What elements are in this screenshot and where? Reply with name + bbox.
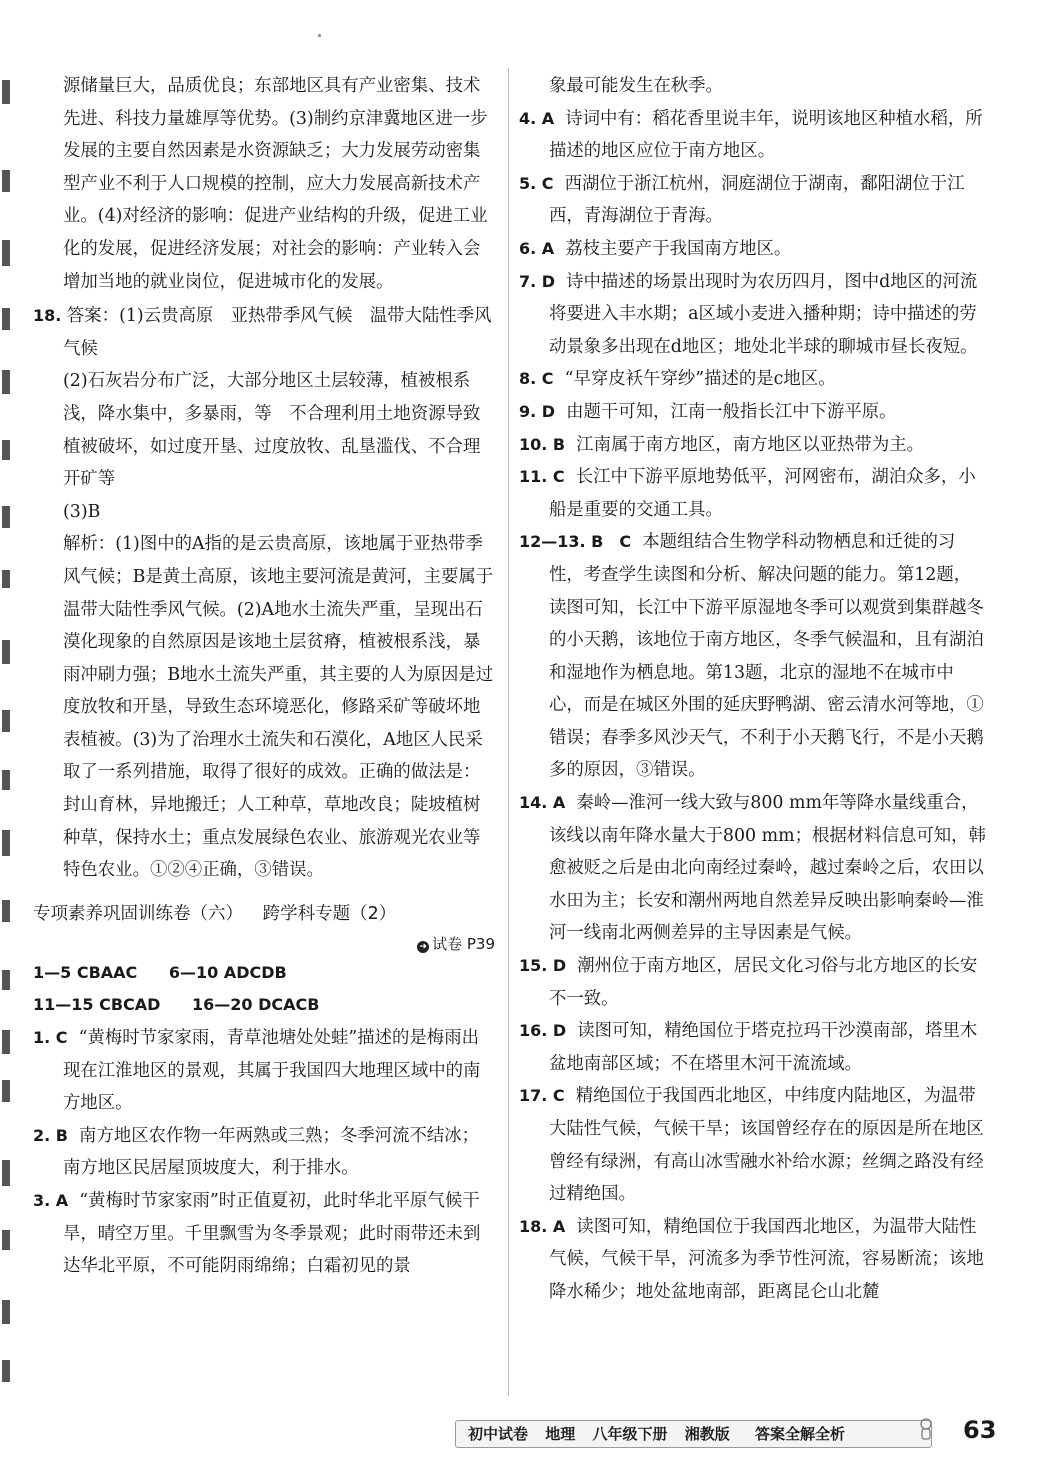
q18-analysis-label: 解析： [63, 534, 116, 555]
q18-answer-line3: (3)B [63, 501, 101, 522]
answer-number: 5. C [519, 173, 554, 193]
page-footer [455, 1412, 995, 1448]
answer-number: 3. A [33, 1191, 69, 1210]
answer-item [519, 1015, 987, 1080]
answer-item [519, 526, 987, 787]
quick-answers-row-2 [33, 989, 495, 1022]
page-number: 63 [963, 1416, 997, 1444]
answer-text: 长江中下游平原地势低平，河网密布，湖泊众多，小船是重要的交通工具。 [549, 467, 976, 520]
section-title-sub: 跨学科专题（2） [262, 903, 397, 924]
column-divider [508, 68, 509, 1396]
answer-text: “黄梅时节家家雨，青草池塘处处蛙”描述的是梅雨出现在江淮地区的景观，其属于我国四大地理区域中的南方地区。 [63, 1028, 481, 1114]
answer-number: 14. A [519, 793, 566, 813]
scan-mark [318, 34, 321, 37]
answer-text: 精绝国位于我国西北地区，中纬度内陆地区，为温带大陆性气候，气候干旱；该国曾经存在的原因是所在地区曾经有绿洲，有高山冰雪融水补给水源；丝绸之路没有经过精绝国。 [549, 1086, 984, 1205]
quick-answers-6-10: 6—10 ADCDB [168, 962, 287, 982]
q18-answer-line2: (2)石灰岩分布广泛，大部分地区土层较薄，植被根系浅，降水集中，多暴雨，等 不合理利用土地资源导致植被破坏，如过度开垦、过度放牧、乱垦滥伐、不合理开矿等 [63, 371, 481, 490]
q18-answer-line1: (1)云贵高原 亚热带季风气候 温带大陆性季风气候 [63, 306, 492, 359]
answer-number: 9. D [519, 401, 556, 421]
arrow-right-icon: ➜ [417, 941, 429, 953]
quick-answers-11-15: 11—15 CBCAD [33, 995, 161, 1015]
footer-edition: 湘教版 [684, 1425, 730, 1443]
quick-answers-row-1 [33, 957, 495, 990]
answer-item [519, 168, 987, 233]
q18-answer [33, 300, 495, 887]
answer-item [519, 461, 987, 526]
answer-text: 本题组结合生物学科动物栖息和迁徙的习性，考查学生读图和分析、解决问题的能力。第12题，读图可知，长江中下游平原湿地冬季可以观赏到集群越冬的小天鹅，该地位于南方地区，冬季气候温和，且有湖泊和湿地作为栖息地。第13题，北京的湿地不在城市中心，而是在城区外围的延庆野鸭湖、密云清水河等地，①错误；春季多风沙天气，不利于小天鹅飞行，不是小天鹅多的原因，③错误。 [549, 532, 984, 781]
section-title-main: 专项素养巩固训练卷（六） [33, 903, 243, 924]
answer-item [519, 233, 987, 266]
quick-answers-16-20: 16—20 DCACB [192, 995, 320, 1015]
answer-item [33, 1022, 495, 1120]
mascot-icon [917, 1416, 935, 1442]
answer-number: 11. C [519, 467, 565, 487]
answer-item [519, 103, 987, 168]
answer-number: 4. A [519, 108, 555, 128]
answer-text: 荔枝主要产于我国南方地区。 [565, 238, 792, 259]
q18-number: 18. [33, 306, 62, 326]
answer-item [519, 396, 987, 429]
answer-number: 8. C [519, 369, 554, 389]
margin-bleed-strip [0, 70, 14, 1400]
answer-text: 诗词中有：稻花香里说丰年，说明该地区种植水稻，所描述的地区应位于南方地区。 [549, 108, 983, 162]
answer-item [519, 363, 987, 396]
footer-label: 答案全解全析 [755, 1425, 846, 1443]
answer-text: 读图可知，精绝国位于塔克拉玛干沙漠南部，塔里木盆地南部区域；不在塔里木河干流流域。 [549, 1021, 978, 1074]
answer-text: “早穿皮袄午穿纱”描述的是c地区。 [564, 369, 836, 390]
answer-item [33, 1120, 495, 1185]
answer-number: 1. C [33, 1028, 68, 1048]
answer-item [519, 266, 987, 364]
answer-item [519, 787, 987, 950]
left-column [33, 70, 495, 1283]
answer-text: 南方地区农作物一年两熟或三熟；冬季河流不结冰；南方地区民居屋顶坡度大，利于排水。 [63, 1125, 480, 1179]
answer-text: 由题干可知，江南一般指长江中下游平原。 [566, 401, 897, 422]
answer-number: 12—13. B C [519, 532, 632, 552]
answer-number: 16. D [519, 1021, 567, 1041]
section-title [33, 897, 495, 931]
footer-series: 初中试卷 [468, 1425, 529, 1443]
right-column [519, 70, 987, 1309]
paper-reference-text: 试卷 P39 [432, 934, 495, 953]
answer-item [33, 1185, 495, 1283]
answer-text: 秦岭—淮河一线大致与800 mm年等降水量线重合，该线以南年降水量大于800 mm；根据材料信息可知，韩愈被贬之后是由北向南经过秦岭，越过秦岭之后，农田以水田为主；长安和潮州两地自然差异反映出影响秦岭—淮河一线南北两侧差异的主导因素是气候。 [549, 793, 986, 944]
footer-grade: 八年级下册 [592, 1425, 668, 1443]
answer-number: 6. A [519, 238, 555, 258]
q3-continuation: 象最可能发生在秋季。 [549, 76, 723, 96]
answer-text: 读图可知，精绝国位于我国西北地区，为温带大陆性气候，气候干旱，河流多为季节性河流，容易断流；该地降水稀少；地处盆地南部，距离昆仑山北麓 [549, 1216, 984, 1302]
answer-item [519, 1211, 987, 1309]
footer-subject: 地理 [545, 1425, 576, 1443]
answer-number: 18. A [519, 1216, 566, 1236]
paper-reference [33, 931, 495, 957]
answer-number: 17. C [519, 1086, 565, 1106]
answer-text: 江南属于南方地区，南方地区以亚热带为主。 [576, 434, 924, 455]
answer-number: 10. B [519, 434, 566, 454]
footer-banner [455, 1420, 932, 1448]
quick-answers-1-5: 1—5 CBAAC [33, 962, 138, 982]
q18-analysis: (1)图中的A指的是云贵高原，该地属于亚热带季风气候；B是黄土高原，该地主要河流是黄河，主要属于温带大陆性季风气候。(2)A地水土流失严重，呈现出石漠化现象的自然原因是该地土层贫瘠，植被根系浅，暴雨冲刷力强；B地水土流失严重，其主要的人为原因是过度放牧和开垦，导致生态环境恶化，修路采矿等破坏地表植被。(3)为了治理水土流失和石漠化，A地区人民采取了一系列措施，取得了很好的成效。正确的做法是：封山育林，异地搬迁；人工种草，草地改良；陡坡植树种草，保持水土；重点发展绿色农业、旅游观光农业等特色农业。①②④正确，③错误。 [63, 534, 494, 881]
answer-text: 潮州位于南方地区，居民文化习俗与北方地区的长安不一致。 [549, 956, 978, 1009]
answer-text: “黄梅时节家家雨”时正值夏初，此时华北平原气候干旱，晴空万里。千里飘雪为冬季景观；此时雨带还未到达华北平原，不可能阴雨绵绵；白霜初见的景 [63, 1191, 481, 1277]
q17-continuation: 源储量巨大，品质优良；东部地区具有产业密集、技术先进、科技力量雄厚等优势。(3)制约京津冀地区进一步发展的主要自然因素是水资源缺乏；大力发展劳动密集型产业不利于人口规模的控制，应大力发展高新技术产业。(4)对经济的影响：促进产业结构的升级，促进工业化的发展，促进经济发展；对社会的影响：产业转入会增加当地的就业岗位，促进城市化的发展。 [63, 76, 488, 292]
q18-answer-label: 答案： [66, 306, 120, 327]
answer-text: 诗中描述的场景出现时为农历四月，图中d地区的河流将要进入丰水期；a区域小麦进入播种期；诗中描述的劳动景象多出现在d地区；地处北半球的聊城市昼长夜短。 [549, 271, 978, 357]
answer-text: 西湖位于浙江杭州，洞庭湖位于湖南，鄱阳湖位于江西，青海湖位于青海。 [549, 173, 965, 227]
answer-item [519, 950, 987, 1015]
answer-number: 2. B [33, 1125, 68, 1145]
answer-item [519, 429, 987, 462]
right-answer-list [519, 103, 987, 1309]
answer-number: 15. D [519, 956, 567, 976]
answer-number: 7. D [519, 271, 556, 291]
answer-item [519, 1080, 987, 1210]
